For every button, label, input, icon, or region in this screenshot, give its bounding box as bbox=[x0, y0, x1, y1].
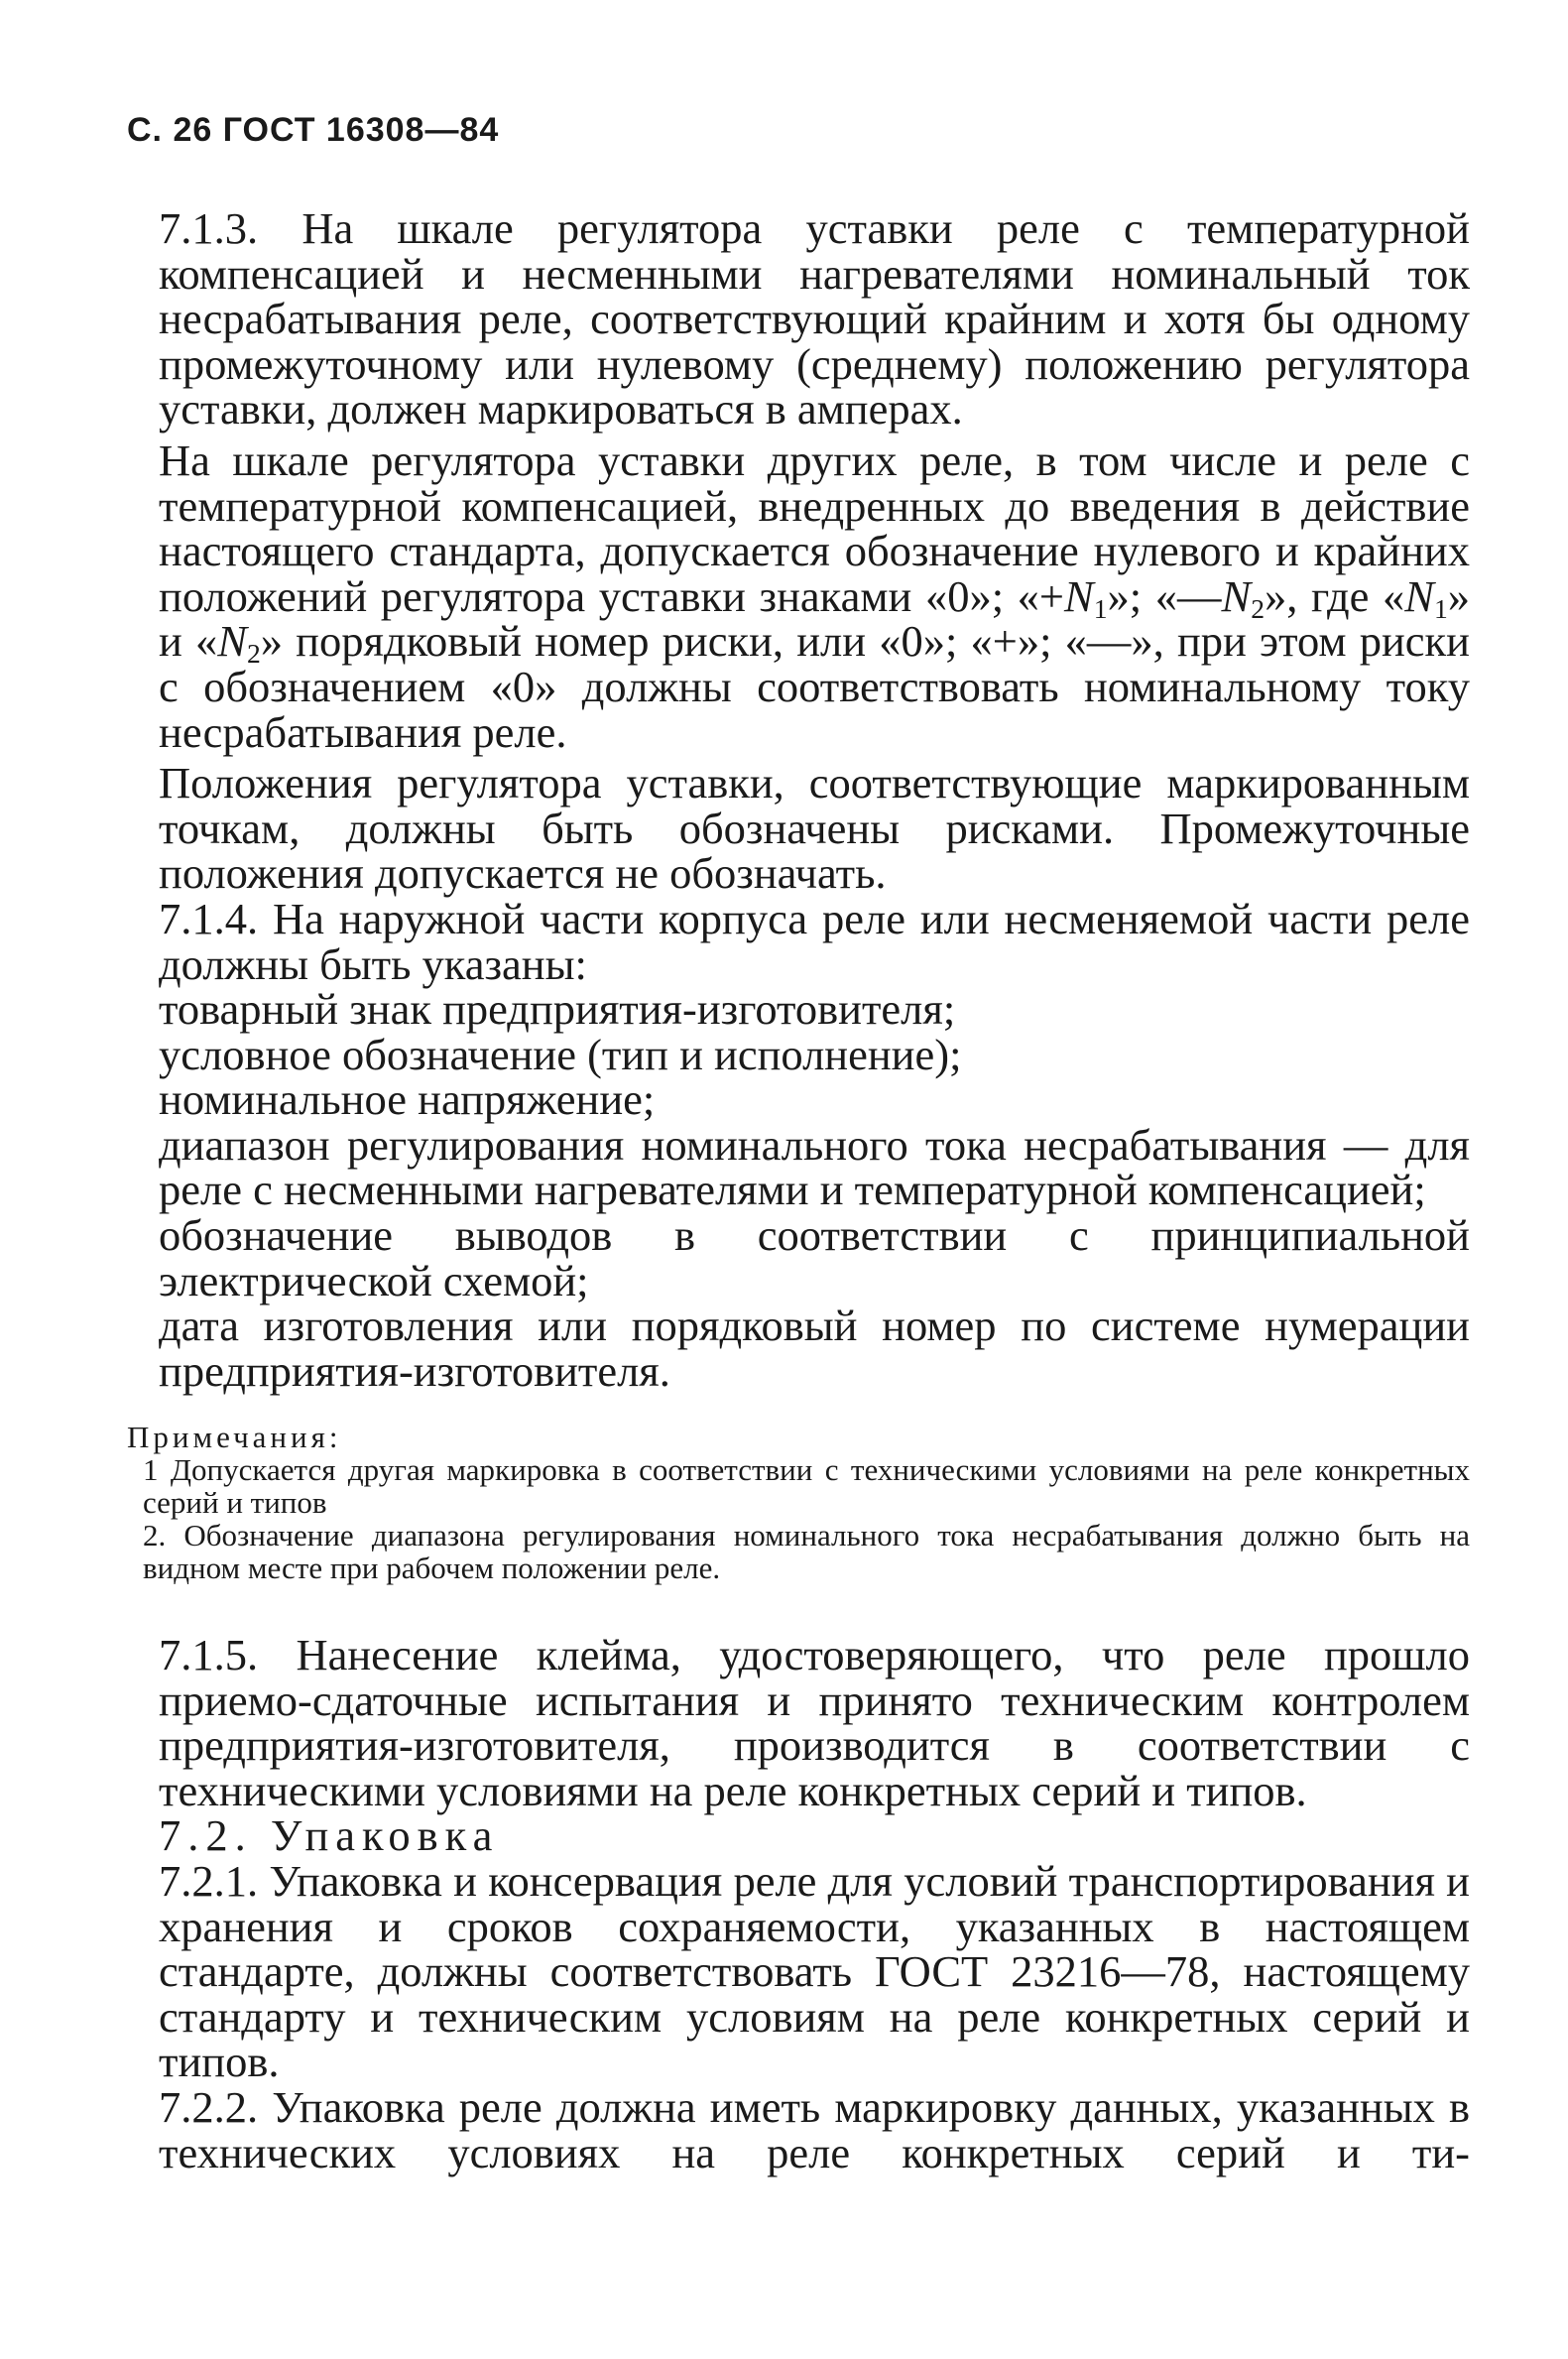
paragraph-7-2-1: 7.2.1. Упаковка и консервация реле для условий транспортирования и хранения и сроков сохраняемости, указанных в настоящем стандарте, должны соответствовать ГОСТ 23216—78, настоящему стандарту и техническим условиям на реле конкретных серий и типов. bbox=[159, 1855, 1470, 2087]
note-1: 1 Допускается другая маркировка в соответствии с техническими условиями на реле конкретных серий и типов bbox=[143, 1452, 1470, 1520]
notes-section bbox=[127, 1421, 1470, 1584]
list-item-voltage: номинальное напряжение; bbox=[159, 1074, 656, 1125]
list-item-trademark: товарный знак предприятия-изготовителя; bbox=[159, 984, 956, 1035]
paragraph-7-1-4: 7.1.4. На наружной части корпуса реле или несменяемой части реле должны быть указаны: bbox=[159, 893, 1470, 989]
paragraph-7-1-3: 7.1.3. На шкале регулятора уставки реле с температурной компенсацией и несменными нагревателями номинальный ток несрабатывания реле, соответствующий крайним и хотя бы одному промежуточному или нулевому (среднему) положению регулятора уставки, должен маркироваться в амперах. bbox=[159, 203, 1470, 435]
body-section-2 bbox=[127, 1630, 1470, 2177]
paragraph-scale-marking: На шкале регулятора уставки других реле, в том числе и реле с температурной компенсацией, внедренных до введения в действие настоящего стандарта, допускается обозначение нулевого и крайних положений регулятора уставки знаками «0»; «$+N_1$»; «$—N_2$», где «$N_1$» и «$N_2$» порядковый номер риски, или «0»; «+»; «—», при этом риски с обозначением «0» должны соответствовать номинальному току несрабатывания реле. bbox=[159, 435, 1470, 757]
notes-heading: Примечания: bbox=[127, 1420, 342, 1454]
list-item-date: дата изготовления или порядковый номер по системе нумерации предприятия-изготовителя. bbox=[159, 1301, 1470, 1396]
paragraph-7-2-2: 7.2.2. Упаковка реле должна иметь маркировку данных, указанных в технических условиях на реле конкретных серий и ти- bbox=[159, 2081, 1470, 2177]
note-2: 2. Обозначение диапазона регулирования номинального тока несрабатывания должно быть на видном месте при рабочем положении реле. bbox=[143, 1518, 1470, 1585]
list-item-designation: условное обозначение (тип и исполнение); bbox=[159, 1029, 962, 1079]
body-section-1 bbox=[127, 203, 1470, 1396]
paragraph-7-1-5: 7.1.5. Нанесение клейма, удостоверяющего, что реле прошло приемо-сдаточные испытания и принято техническим контролем предприятия-изготовителя, производится в соответствии с техническими условиями на реле конкретных серий и типов. bbox=[159, 1630, 1470, 1815]
list-item-terminals: обозначение выводов в соответствии с принципиальной электрической схемой; bbox=[159, 1210, 1470, 1305]
paragraph-positions: Положения регулятора уставки, соответствующие маркированным точкам, должны быть обозначены рисками. Промежуточные положения допускается не обозначать. bbox=[159, 758, 1470, 899]
section-heading-7-2: 7.2. Упаковка bbox=[159, 1810, 500, 1861]
list-item-range: диапазон регулирования номинального тока несрабатывания — для реле с несменными нагревателями и температурной компенсацией; bbox=[159, 1119, 1470, 1215]
page-header: С. 26 ГОСТ 16308—84 bbox=[127, 111, 500, 149]
